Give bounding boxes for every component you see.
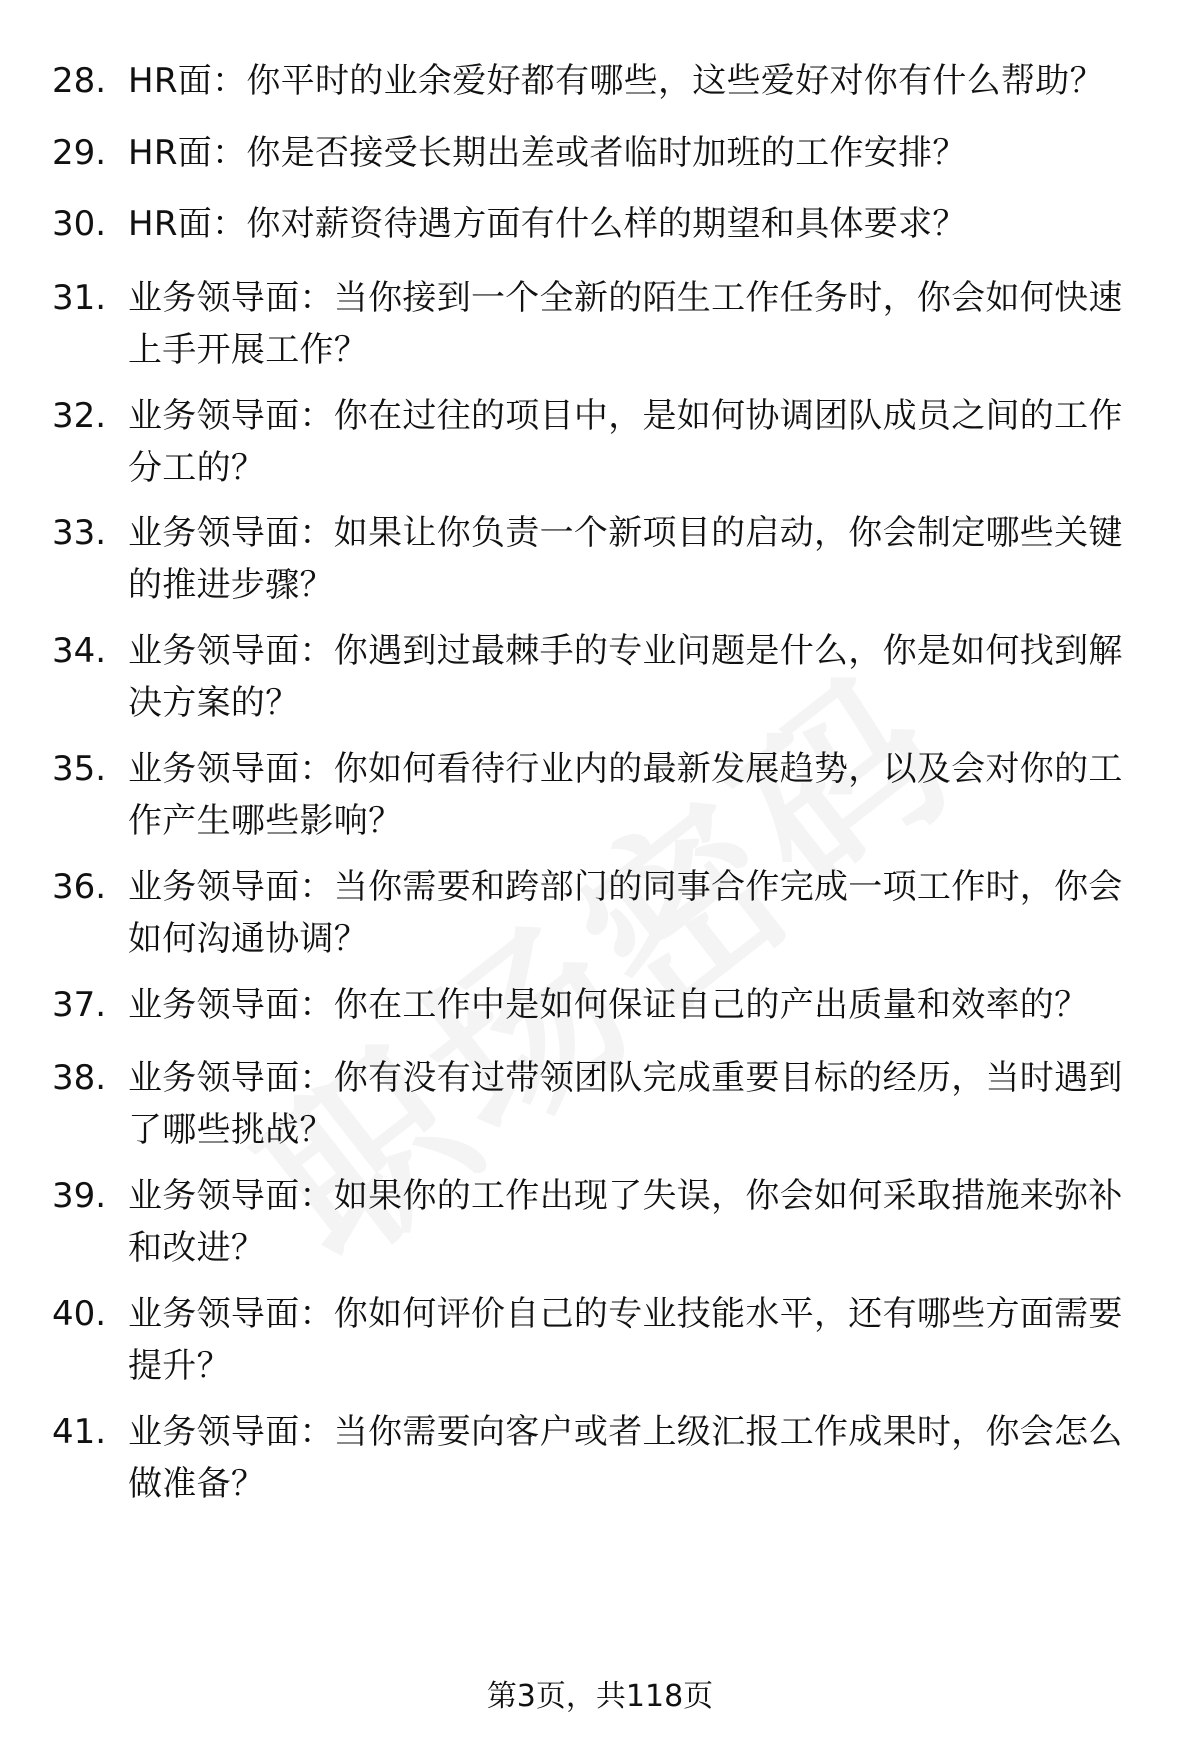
item-text: 业务领导面：当你接到一个全新的陌生工作任务时，你会如何快速上手开展工作？: [128, 278, 1123, 370]
item-text: 业务领导面：你在过往的项目中，是如何协调团队成员之间的工作分工的？: [128, 396, 1123, 488]
item-number: 34.: [52, 631, 107, 671]
item-text: 业务领导面：你在工作中是如何保证自己的产出质量和效率的？: [128, 985, 1089, 1025]
item-number: 32.: [52, 396, 107, 436]
item-text: 业务领导面：当你需要和跨部门的同事合作完成一项工作时，你会如何沟通协调？: [128, 867, 1123, 959]
item-text: 业务领导面：如果你的工作出现了失误，你会如何采取措施来弥补和改进？: [128, 1176, 1123, 1268]
item-number: 41.: [52, 1412, 107, 1452]
item-number: 33.: [52, 513, 107, 553]
item-number: 31.: [52, 278, 107, 318]
item-number: 35.: [52, 749, 107, 789]
item-text: 业务领导面：你有没有过带领团队完成重要目标的经历，当时遇到了哪些挑战？: [128, 1058, 1123, 1150]
item-number: 30.: [52, 204, 107, 244]
item-text: HR面：你是否接受长期出差或者临时加班的工作安排？: [128, 133, 967, 173]
item-number: 36.: [52, 867, 107, 907]
item-number: 28.: [52, 61, 107, 101]
item-number: 39.: [52, 1176, 107, 1216]
page-footer: 第3页，共118页: [486, 1679, 714, 1714]
item-text: 业务领导面：你如何评价自己的专业技能水平，还有哪些方面需要提升？: [128, 1294, 1123, 1386]
item-text: 业务领导面：如果让你负责一个新项目的启动，你会制定哪些关键的推进步骤？: [128, 513, 1123, 605]
item-text: 业务领导面：你如何看待行业内的最新发展趋势，以及会对你的工作产生哪些影响？: [128, 749, 1123, 841]
item-number: 40.: [52, 1294, 107, 1334]
item-text: HR面：你平时的业余爱好都有哪些，这些爱好对你有什么帮助？: [128, 61, 1104, 101]
item-number: 37.: [52, 985, 107, 1025]
item-text: 业务领导面：你遇到过最棘手的专业问题是什么，你是如何找到解决方案的？: [128, 631, 1123, 723]
item-text: HR面：你对薪资待遇方面有什么样的期望和具体要求？: [128, 204, 967, 244]
item-text: 业务领导面：当你需要向客户或者上级汇报工作成果时，你会怎么做准备？: [128, 1412, 1123, 1504]
item-number: 29.: [52, 133, 107, 173]
item-number: 38.: [52, 1058, 107, 1098]
